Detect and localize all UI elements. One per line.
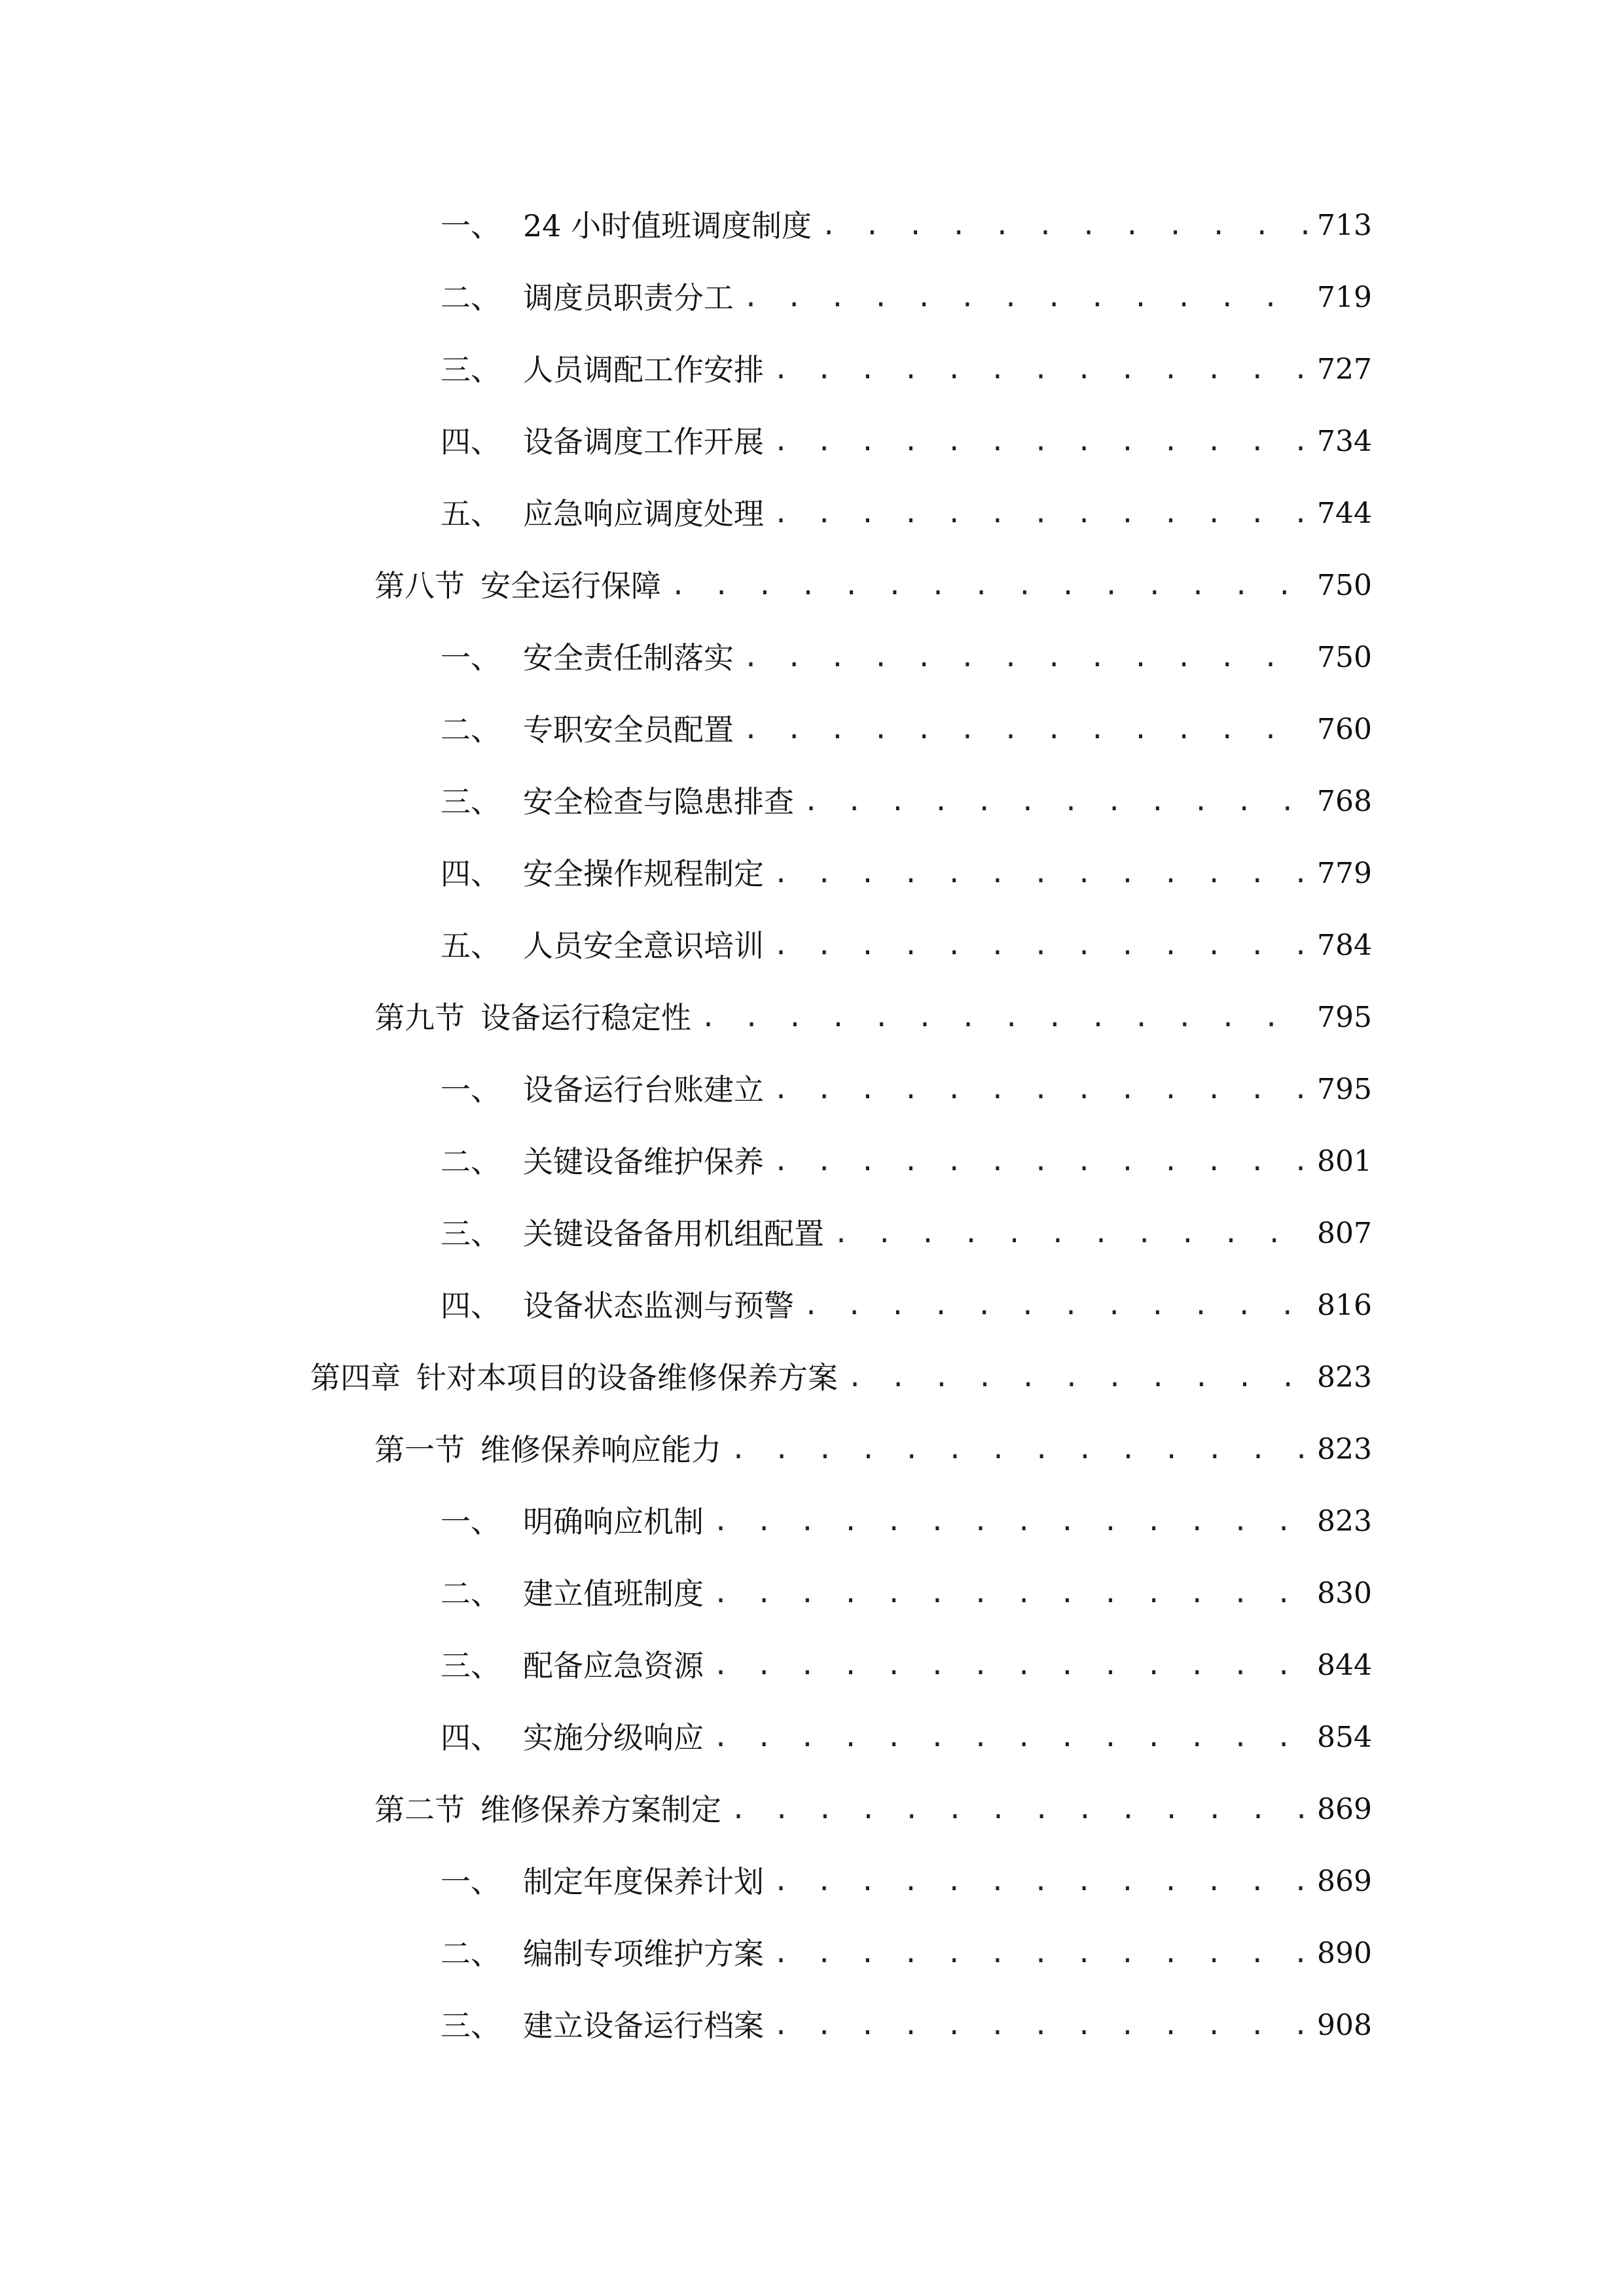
- toc-entry-line: [441, 855, 1372, 892]
- toc-entry-page-number: 823: [1317, 1433, 1372, 1466]
- toc-entry-page-number: 719: [1317, 281, 1372, 314]
- toc-subsection-entry[interactable]: [0, 620, 1624, 692]
- toc-entry-line: [441, 279, 1372, 316]
- toc-entry-page-number: 784: [1317, 929, 1372, 962]
- toc-subsection-entry[interactable]: [0, 1484, 1624, 1556]
- toc-dot-leader: [821, 207, 1309, 244]
- toc-dot-leader: [713, 1719, 1309, 1756]
- toc-entry-line: [441, 711, 1372, 748]
- toc-entry-title: 维修保养方案制定: [480, 1792, 721, 1827]
- toc-subsection-entry[interactable]: [0, 1124, 1624, 1196]
- toc-subsection-entry[interactable]: [0, 1052, 1624, 1124]
- toc-section-entry[interactable]: [0, 980, 1624, 1052]
- toc-entry-number: 第二节: [374, 1792, 465, 1827]
- toc-entry-title: 设备调度工作开展: [523, 424, 764, 459]
- toc-entry-title: 建立设备运行档案: [523, 2008, 764, 2043]
- toc-entry-title: 安全运行保障: [480, 568, 661, 603]
- table-of-contents: [0, 188, 1624, 2060]
- toc-dot-leader: [743, 279, 1309, 316]
- toc-entry-number: 一、: [441, 1864, 501, 1899]
- toc-entry-line: [441, 423, 1372, 460]
- toc-entry-title: 明确响应机制: [523, 1504, 704, 1539]
- toc-entry-number: 三、: [441, 352, 501, 387]
- toc-entry-line: [441, 1071, 1372, 1108]
- toc-subsection-entry[interactable]: [0, 1916, 1624, 1988]
- toc-dot-leader: [773, 855, 1309, 892]
- toc-entry-title: 人员安全意识培训: [523, 928, 764, 963]
- toc-entry-line: [441, 1143, 1372, 1180]
- toc-entry-title: 安全检查与隐患排查: [523, 784, 794, 819]
- toc-dot-leader: [743, 639, 1309, 676]
- toc-entry-number: 四、: [441, 856, 501, 891]
- toc-entry-number: 一、: [441, 1504, 501, 1539]
- toc-subsection-entry[interactable]: [0, 836, 1624, 908]
- toc-entry-number: 一、: [441, 1072, 501, 1107]
- toc-entry-number: 第九节: [374, 1000, 465, 1035]
- toc-entry-title: 实施分级响应: [523, 1720, 704, 1755]
- toc-entry-number: 四、: [441, 1288, 501, 1323]
- toc-subsection-entry[interactable]: [0, 476, 1624, 548]
- toc-entry-number: 二、: [441, 712, 501, 747]
- toc-dot-leader: [670, 567, 1309, 604]
- toc-subsection-entry[interactable]: [0, 1700, 1624, 1772]
- toc-entry-line: [374, 567, 1372, 604]
- toc-entry-page-number: 795: [1317, 1001, 1372, 1034]
- toc-entry-line: [374, 1791, 1372, 1828]
- toc-entry-page-number: 734: [1317, 425, 1372, 458]
- toc-subsection-entry[interactable]: [0, 764, 1624, 836]
- toc-dot-leader: [847, 1359, 1309, 1396]
- toc-entry-page-number: 760: [1317, 713, 1372, 746]
- toc-subsection-entry[interactable]: [0, 1844, 1624, 1916]
- toc-entry-line: [441, 1503, 1372, 1540]
- toc-dot-leader: [803, 783, 1309, 820]
- toc-dot-leader: [773, 423, 1309, 460]
- toc-dot-leader: [773, 1071, 1309, 1108]
- toc-entry-number: 一、: [441, 640, 501, 675]
- toc-subsection-entry[interactable]: [0, 1196, 1624, 1268]
- toc-dot-leader: [713, 1503, 1309, 1540]
- toc-dot-leader: [713, 1575, 1309, 1612]
- toc-entry-title: 关键设备维护保养: [523, 1144, 764, 1179]
- toc-entry-title: 应急响应调度处理: [523, 496, 764, 531]
- toc-entry-line: [441, 495, 1372, 532]
- toc-entry-number: 五、: [441, 496, 501, 531]
- toc-entry-title: 设备状态监测与预警: [523, 1288, 794, 1323]
- toc-entry-number: 三、: [441, 1648, 501, 1683]
- toc-dot-leader: [773, 927, 1309, 964]
- toc-entry-number: 五、: [441, 928, 501, 963]
- toc-entry-page-number: 830: [1317, 1577, 1372, 1610]
- toc-entry-line: [441, 2007, 1372, 2044]
- toc-dot-leader: [713, 1647, 1309, 1684]
- toc-entry-title: 24 小时值班调度制度: [523, 208, 812, 243]
- toc-entry-line: [441, 783, 1372, 820]
- toc-entry-page-number: 823: [1317, 1361, 1372, 1394]
- toc-entry-number: 第一节: [374, 1432, 465, 1467]
- toc-entry-number: 第四章: [310, 1360, 401, 1395]
- toc-entry-line: [441, 1215, 1372, 1252]
- toc-dot-leader: [773, 351, 1309, 388]
- toc-entry-title: 配备应急资源: [523, 1648, 704, 1683]
- toc-entry-title: 制定年度保养计划: [523, 1864, 764, 1899]
- toc-entry-title: 维修保养响应能力: [480, 1432, 721, 1467]
- toc-subsection-entry[interactable]: [0, 908, 1624, 980]
- toc-entry-title: 专职安全员配置: [523, 712, 734, 747]
- toc-entry-line: [374, 1431, 1372, 1468]
- toc-entry-line: [441, 1935, 1372, 1972]
- toc-entry-page-number: 713: [1317, 209, 1372, 242]
- toc-entry-line: [441, 1719, 1372, 1756]
- toc-entry-page-number: 727: [1317, 353, 1372, 386]
- toc-entry-number: 四、: [441, 424, 501, 459]
- toc-subsection-entry[interactable]: [0, 332, 1624, 404]
- toc-entry-number: 三、: [441, 1216, 501, 1251]
- toc-subsection-entry[interactable]: [0, 188, 1624, 260]
- toc-entry-line: [441, 351, 1372, 388]
- toc-entry-page-number: 844: [1317, 1649, 1372, 1682]
- toc-dot-leader: [731, 1791, 1309, 1828]
- toc-subsection-entry[interactable]: [0, 1988, 1624, 2060]
- toc-chapter-entry[interactable]: [0, 1340, 1624, 1412]
- toc-subsection-entry[interactable]: [0, 1556, 1624, 1628]
- toc-entry-line: [441, 1575, 1372, 1612]
- toc-entry-line: [441, 927, 1372, 964]
- toc-entry-page-number: 890: [1317, 1937, 1372, 1970]
- toc-entry-page-number: 750: [1317, 569, 1372, 602]
- toc-entry-number: 第八节: [374, 568, 465, 603]
- toc-entry-page-number: 816: [1317, 1289, 1372, 1322]
- toc-entry-title: 人员调配工作安排: [523, 352, 764, 387]
- toc-entry-line: [441, 639, 1372, 676]
- toc-section-entry[interactable]: [0, 548, 1624, 620]
- toc-entry-line: [310, 1359, 1372, 1396]
- toc-entry-page-number: 750: [1317, 641, 1372, 674]
- toc-entry-number: 二、: [441, 1936, 501, 1971]
- toc-entry-title: 安全操作规程制定: [523, 856, 764, 891]
- toc-entry-number: 三、: [441, 784, 501, 819]
- toc-entry-page-number: 823: [1317, 1505, 1372, 1538]
- toc-subsection-entry[interactable]: [0, 260, 1624, 332]
- toc-dot-leader: [773, 1935, 1309, 1972]
- toc-entry-title: 编制专项维护方案: [523, 1936, 764, 1971]
- toc-entry-page-number: 869: [1317, 1793, 1372, 1826]
- toc-section-entry[interactable]: [0, 1772, 1624, 1844]
- toc-entry-line: [441, 1863, 1372, 1900]
- toc-entry-page-number: 908: [1317, 2009, 1372, 2042]
- toc-entry-title: 针对本项目的设备维修保养方案: [416, 1360, 838, 1395]
- toc-entry-page-number: 795: [1317, 1073, 1372, 1106]
- toc-entry-number: 三、: [441, 2008, 501, 2043]
- toc-dot-leader: [773, 495, 1309, 532]
- toc-entry-title: 设备运行稳定性: [480, 1000, 691, 1035]
- toc-entry-title: 关键设备备用机组配置: [523, 1216, 824, 1251]
- toc-subsection-entry[interactable]: [0, 692, 1624, 764]
- toc-entry-number: 四、: [441, 1720, 501, 1755]
- toc-subsection-entry[interactable]: [0, 1268, 1624, 1340]
- toc-entry-page-number: 779: [1317, 857, 1372, 890]
- toc-entry-title: 设备运行台账建立: [523, 1072, 764, 1107]
- toc-entry-page-number: 807: [1317, 1217, 1372, 1250]
- toc-entry-line: [441, 1287, 1372, 1324]
- toc-subsection-entry[interactable]: [0, 1628, 1624, 1700]
- toc-entry-number: 二、: [441, 1576, 501, 1611]
- toc-entry-page-number: 768: [1317, 785, 1372, 818]
- toc-dot-leader: [773, 1863, 1309, 1900]
- toc-dot-leader: [731, 1431, 1309, 1468]
- toc-subsection-entry[interactable]: [0, 404, 1624, 476]
- toc-entry-number: 二、: [441, 1144, 501, 1179]
- toc-entry-page-number: 869: [1317, 1865, 1372, 1898]
- toc-dot-leader: [803, 1287, 1309, 1324]
- toc-dot-leader: [743, 711, 1309, 748]
- toc-entry-title: 安全责任制落实: [523, 640, 734, 675]
- toc-entry-title: 调度员职责分工: [523, 280, 734, 315]
- toc-entry-line: [441, 1647, 1372, 1684]
- toc-dot-leader: [773, 2007, 1309, 2044]
- toc-entry-page-number: 744: [1317, 497, 1372, 530]
- toc-dot-leader: [773, 1143, 1309, 1180]
- toc-entry-line: [374, 999, 1372, 1036]
- toc-entry-title: 建立值班制度: [523, 1576, 704, 1611]
- toc-entry-line: [441, 207, 1372, 244]
- toc-section-entry[interactable]: [0, 1412, 1624, 1484]
- toc-dot-leader: [833, 1215, 1309, 1252]
- toc-entry-number: 二、: [441, 280, 501, 315]
- toc-entry-number: 一、: [441, 208, 501, 243]
- toc-entry-page-number: 801: [1317, 1145, 1372, 1178]
- toc-entry-page-number: 854: [1317, 1721, 1372, 1754]
- toc-dot-leader: [700, 999, 1309, 1036]
